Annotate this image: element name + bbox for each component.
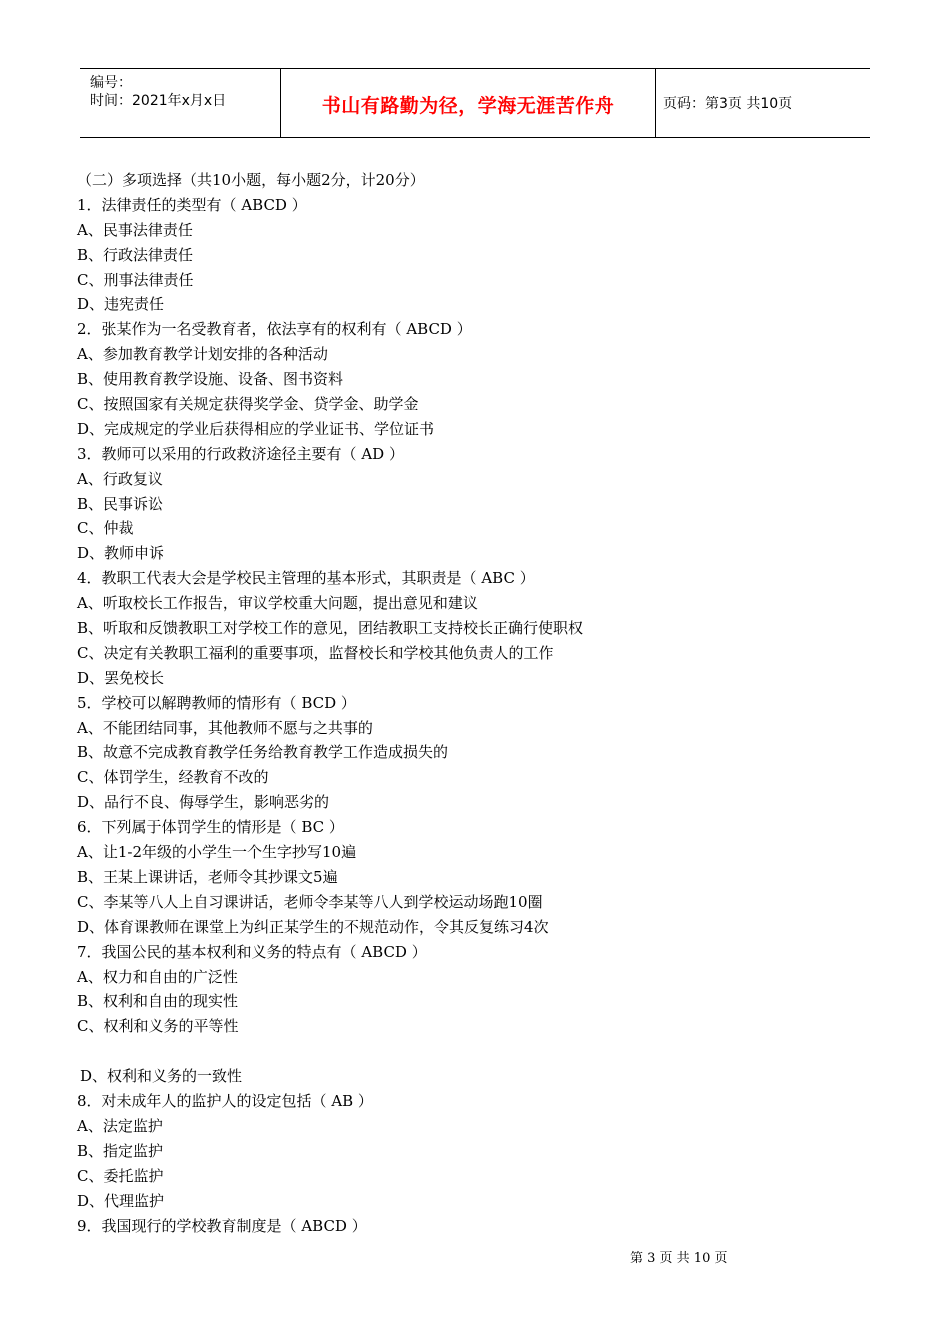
page-footer: 第 3 页 共 10 页: [630, 1251, 728, 1266]
question-line: 2．张某作为一名受教育者，依法享有的权利有（ ABCD ）: [77, 320, 472, 339]
page-header: [80, 68, 870, 138]
question-line: 4．教职工代表大会是学校民主管理的基本形式，其职责是（ ABC ）: [77, 569, 535, 588]
option-line: A、权力和自由的广泛性: [77, 967, 238, 986]
option-line: A、听取校长工作报告，审议学校重大问题，提出意见和建议: [77, 594, 478, 613]
option-line: D、违宪责任: [77, 295, 165, 314]
question-line: 9．我国现行的学校教育制度是（ ABCD ）: [77, 1216, 367, 1235]
option-line: C、刑事法律责任: [77, 270, 194, 289]
question-line: 3．教师可以采用的行政救济途径主要有（ AD ）: [77, 444, 404, 463]
option-line: C、李某等八人上自习课讲话，老师令李某等八人到学校运动场跑10圈: [77, 892, 543, 911]
option-line: D、权利和义务的一致性: [80, 1067, 243, 1086]
option-line: A、法定监护: [77, 1116, 163, 1135]
question-line: 6．下列属于体罚学生的情形是（ BC ）: [77, 818, 344, 837]
option-line: A、行政复议: [77, 469, 163, 488]
option-line: C、权利和义务的平等性: [77, 1017, 239, 1036]
option-line: B、行政法律责任: [77, 245, 194, 264]
option-line: A、让1-2年级的小学生一个生字抄写10遍: [77, 843, 357, 862]
header-motto: 书山有路勤为径，学海无涯苦作舟: [321, 95, 615, 117]
option-line: B、故意不完成教育教学任务给教育教学工作造成损失的: [77, 743, 449, 762]
option-line: C、委托监护: [77, 1166, 164, 1185]
document-body: [77, 168, 877, 1238]
option-line: B、听取和反馈教职工对学校工作的意见，团结教职工支持校长正确行使职权: [77, 619, 584, 638]
option-line: C、仲裁: [77, 519, 134, 538]
option-line: D、罢免校长: [77, 668, 165, 687]
option-line: D、完成规定的学业后获得相应的学业证书、学位证书: [77, 419, 435, 438]
option-line: B、使用教育教学设施、设备、图书资料: [77, 370, 344, 389]
option-line: C、体罚学生，经教育不改的: [77, 768, 269, 787]
option-line: B、权利和自由的现实性: [77, 992, 239, 1011]
option-line: D、品行不良、侮辱学生，影响恶劣的: [77, 793, 330, 812]
option-line: B、王某上课讲话，老师令其抄课文5遍: [77, 867, 338, 886]
option-line: B、指定监护: [77, 1141, 164, 1160]
option-line: D、代理监护: [77, 1191, 165, 1210]
question-line: 1．法律责任的类型有（ ABCD ）: [77, 195, 307, 214]
document-number-label: 编号：: [90, 75, 132, 91]
option-line: C、决定有关教职工福利的重要事项，监督校长和学校其他负责人的工作: [77, 643, 554, 662]
header-right-cell: [655, 69, 870, 137]
option-line: D、体育课教师在课堂上为纠正某学生的不规范动作，令其反复练习4次: [77, 917, 549, 936]
blank-line: [77, 1039, 877, 1064]
option-line: B、民事诉讼: [77, 494, 164, 513]
header-left-cell: [80, 69, 280, 137]
option-line: A、民事法律责任: [77, 220, 193, 239]
header-page-info: 页码：第3页 共10页: [663, 96, 793, 112]
option-line: A、参加教育教学计划安排的各种活动: [77, 345, 328, 364]
document-date-label: 时间：2021年x月x日: [90, 93, 227, 109]
question-line: 5．学校可以解聘教师的情形有（ BCD ）: [77, 693, 356, 712]
question-lines-part1: [77, 193, 877, 1039]
option-line: D、教师申诉: [77, 544, 165, 563]
header-motto-cell: [280, 69, 656, 137]
option-line: C、按照国家有关规定获得奖学金、贷学金、助学金: [77, 395, 419, 414]
question-line: 7．我国公民的基本权利和义务的特点有（ ABCD ）: [77, 942, 427, 961]
option-line: A、不能团结同事，其他教师不愿与之共事的: [77, 718, 373, 737]
section-title: （二）多项选择（共10小题，每小题2分，计20分）: [77, 171, 425, 189]
question-line: 8．对未成年人的监护人的设定包括（ AB ）: [77, 1092, 373, 1111]
question-lines-part2: [77, 1089, 877, 1238]
